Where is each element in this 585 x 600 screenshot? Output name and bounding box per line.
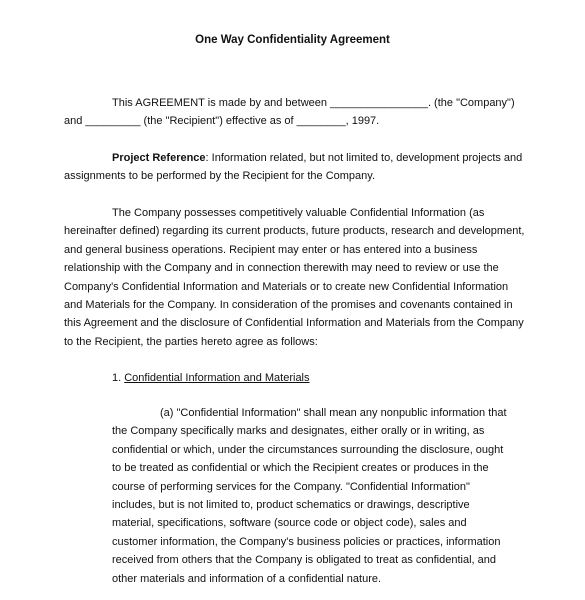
project-reference-text: : Information related, but not limited to, development projects and assignments to be performed by the Recipient for the Company. [64, 152, 523, 183]
recital-paragraph: The Company possesses competitively valuable Confidential Information (as hereinafter defined) regarding its current products, future products, research and development, and general business operations. Recipient may enter or has entered into a business relationship with the Company and in connection therewith may need to review or use the Company's Confidential Information and Materials or to create new Confidential Information and Materials for the Company. In consideration of the promises and covenants contained in this Agreement and the disclosure of Confidential Information and Materials from the Company to the Recipient, the parties hereto agree as follows: [64, 207, 525, 348]
intro-line-1: This AGREEMENT is made by and between ________________. (the "Company") [112, 97, 515, 109]
intro-line-2: and _________ (the "Recipient") effective as of ________, 1997. [64, 115, 380, 127]
section-1-title: Confidential Information and Materials [124, 372, 310, 384]
document-title: One Way Confidentiality Agreement [195, 34, 390, 46]
project-reference-label: Project Reference [112, 152, 206, 164]
section-1-number: 1. [112, 372, 125, 384]
section-1-heading [112, 369, 310, 387]
project-reference-paragraph [64, 149, 526, 186]
section-1a-paragraph: (a) "Confidential Information" shall mean any nonpublic information that the Company specifically marks and designates, either orally or in writing, as confidential or which, under the circumstances surrounding the disclosure, ought to be treated as confidential or which the Recipient creates or produces in the course of performing services for the Company. "Confidential Information" includes, but is not limited to, product schematics or drawings, descriptive material, specifications, software (source code or object code), sales and customer information, the Company's business policies or practices, information received from others that the Company is obligated to treat as confidential, and other materials and information of a confidential nature. [112, 407, 507, 585]
